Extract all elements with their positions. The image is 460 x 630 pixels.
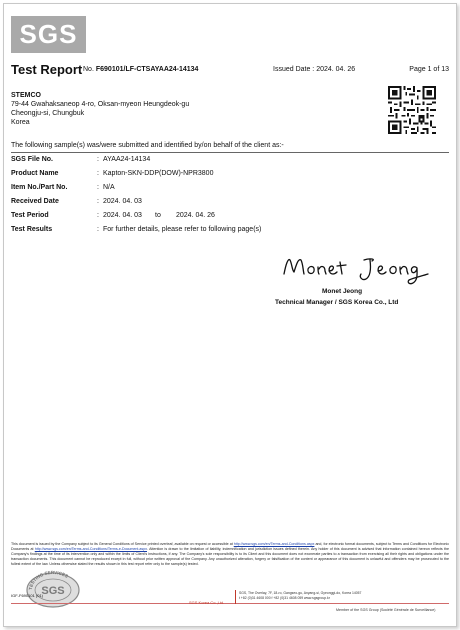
membership-note: Member of the SGS Group (Société Générale de Surveillance) xyxy=(336,608,436,612)
issued-date-value: 2024. 04. 26 xyxy=(316,66,356,73)
field-value: N/A xyxy=(103,184,115,191)
divider xyxy=(11,152,449,153)
company-name: SGS Korea Co.,Ltd. xyxy=(189,600,225,605)
signer-title: Technical Manager / SGS Korea Co., Ltd xyxy=(275,299,399,306)
field-colon: : xyxy=(97,184,99,191)
company-address xyxy=(239,591,361,601)
form-reference-code: IGF-F690101 (01) xyxy=(11,593,44,598)
field-label: Item No./Part No. xyxy=(11,184,68,191)
field-colon: : xyxy=(97,198,99,205)
disclaimer-part-c: . Attention is drawn to the limitation of liability, indemnification and jurisdiction issues defined therein. Any holder of this document is advised that information contained hereon reflects the Company's findings at the time of its intervention only and within the limits of Client's instructions, if any. The Company's sole responsibility is to its Client and this document does not exonerate parties to a transaction from exercising all their rights and obligations under the transaction documents. This document cannot be reproduced except in full, without prior written approval of the Company. Any unauthorized alteration, forgery or falsification of the content or appearance of this document is unlawful and offenders may be prosecuted to the fullest extent of the law. Unless otherwise stated the results shown in this test report refer only to the sample(s) tested. xyxy=(11,547,450,566)
page-number: Page 1 of 13 xyxy=(409,66,449,73)
field-value: Kapton-SKN-DDP(DOW)-NPR3800 xyxy=(103,170,214,177)
title-row xyxy=(11,62,449,78)
qr-code-icon xyxy=(388,86,436,134)
report-page xyxy=(3,3,457,627)
client-address-line2: Cheongju-si, Chungbuk xyxy=(11,110,85,117)
intro-statement: The following sample(s) was/were submitted and identified by/on behalf of the client as:- xyxy=(11,142,284,149)
report-number-value: F690101/LF-CTSAYAA24-14134 xyxy=(95,66,199,73)
field-value-from: 2024. 04. 03 xyxy=(103,212,142,219)
field-value-to: 2024. 04. 26 xyxy=(176,212,215,219)
company-address-line2: t +82 (0)31 4608 000 f +82 (0)31 4608 059 www.sgsgroup.kr xyxy=(239,596,330,600)
report-number xyxy=(83,66,198,73)
field-label: Test Results xyxy=(11,226,53,233)
disclaimer-part-a: This document is issued by the Company subject to its General Conditions of Service printed overleaf, available on request or accessible at xyxy=(11,542,233,546)
sgs-stamp-icon xyxy=(24,566,82,608)
field-colon: : xyxy=(97,170,99,177)
client-name: STEMCO xyxy=(11,92,41,99)
field-colon: : xyxy=(97,156,99,163)
field-label: Test Period xyxy=(11,212,49,219)
footer-separator xyxy=(235,590,236,604)
issued-date-label: Issued Date : xyxy=(273,66,315,73)
footer-divider xyxy=(11,603,449,604)
field-value: For further details, please refer to following page(s) xyxy=(103,226,262,233)
stamp-logo-text: SGS xyxy=(41,585,65,597)
field-colon: : xyxy=(97,212,99,219)
sgs-logo: SGS xyxy=(11,16,86,53)
field-label: Product Name xyxy=(11,170,59,177)
client-country: Korea xyxy=(11,119,30,126)
handwritten-signature xyxy=(280,252,430,286)
field-value: 2024. 04. 03 xyxy=(103,198,142,205)
field-value-to-word: to xyxy=(155,212,161,219)
field-label: SGS File No. xyxy=(11,156,54,163)
company-address-line1: SGS, The Overlay, 7F, 18-ro, Gangseo-gu, Anyang-si, Gyeonggi-do, Korea 14057 xyxy=(239,591,362,595)
report-title: Test Report xyxy=(11,62,83,77)
client-address xyxy=(11,91,189,127)
report-number-label: No. xyxy=(83,66,94,73)
signer-name: Monet Jeong xyxy=(322,288,363,295)
issued-date xyxy=(273,66,355,73)
terms-link[interactable]: http://www.sgs.com/en/Terms-and-Conditions.aspx xyxy=(233,542,315,546)
e-document-terms-link[interactable]: http://www.sgs.com/en/Terms-and-Conditions/Terms-e-Document.aspx xyxy=(34,547,147,551)
client-address-line1: 79-44 Gwahaksaneop 4-ro, Oksan-myeon Heungdeok-gu xyxy=(11,101,190,108)
field-value: AYAA24-14134 xyxy=(103,156,151,163)
stamp-ring-text: TESTING SERVICES xyxy=(27,569,69,591)
legal-disclaimer xyxy=(11,542,449,567)
disclaimer-part-b: and, for electronic format documents, subject to Terms and Conditions for Electronic Documents at xyxy=(11,542,449,551)
field-label: Received Date xyxy=(11,198,59,205)
field-colon: : xyxy=(97,226,99,233)
